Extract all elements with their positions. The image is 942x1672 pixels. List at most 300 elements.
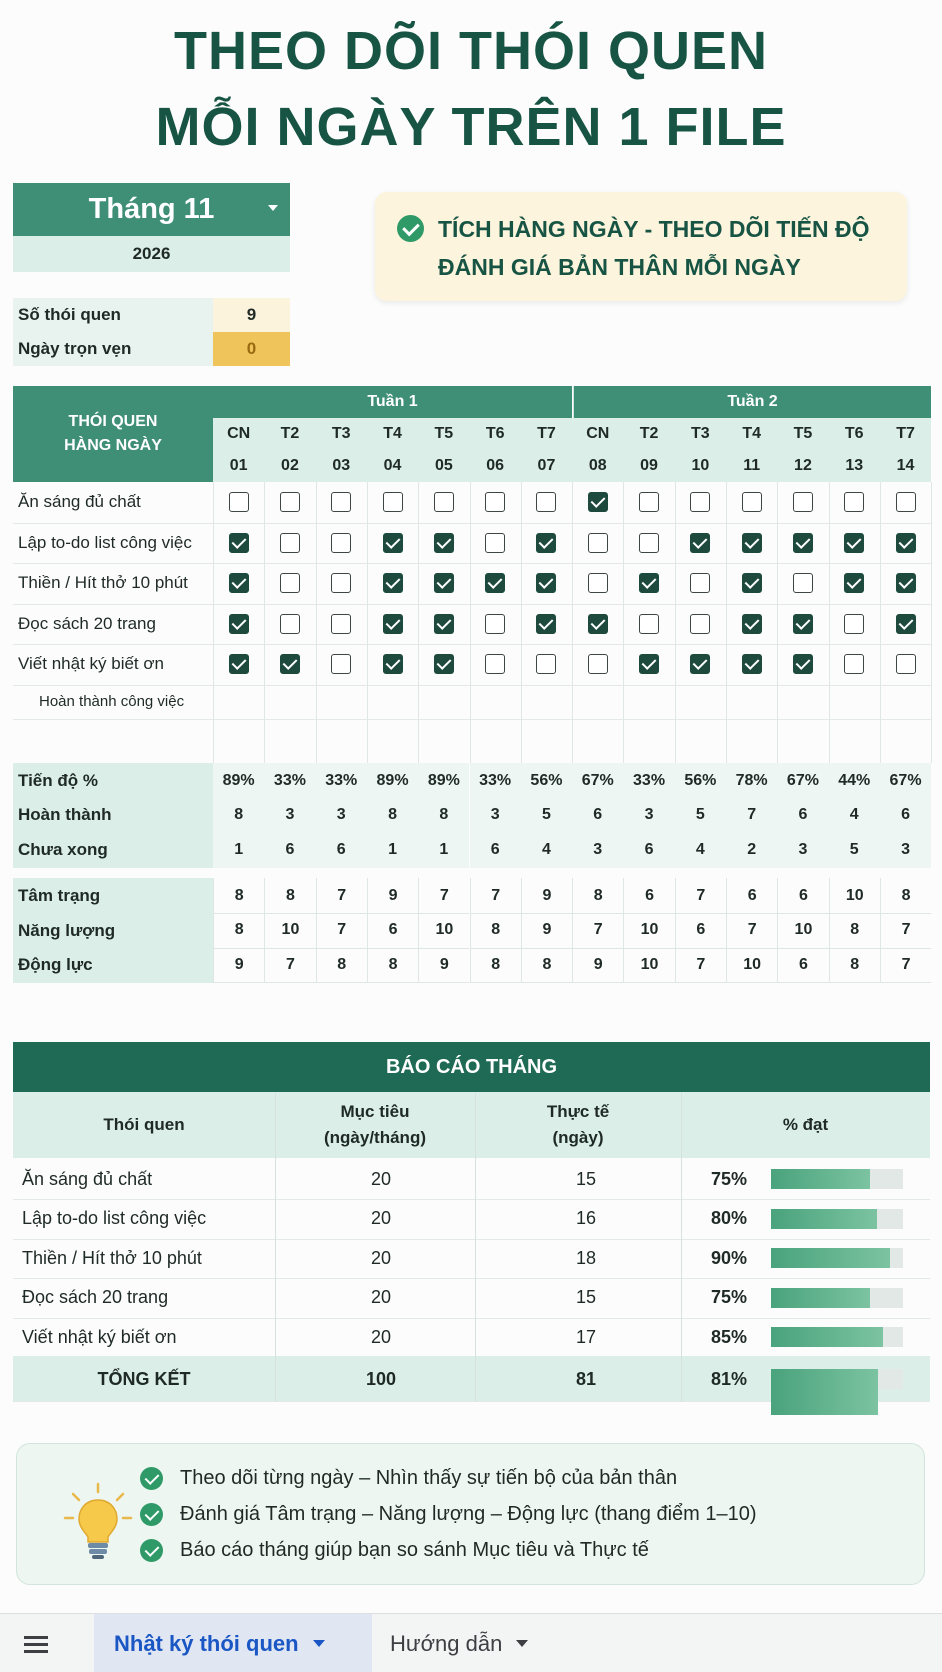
habit-checkbox[interactable] [588,573,608,593]
chevron-down-icon [516,1640,528,1647]
day-number: 08 [588,457,607,474]
report-percent: 85% [711,1326,748,1347]
check-circle-icon [140,1467,163,1490]
report-habit-name: TỔNG KẾT [97,1368,191,1389]
habit-checkbox[interactable] [793,654,813,674]
summary-value: 8 [213,797,264,833]
summary-value: 6 [264,832,315,868]
habit-checkbox[interactable] [690,492,710,512]
row-divider [13,719,931,720]
habit-checkbox[interactable] [331,614,351,634]
day-number: 04 [383,457,402,474]
habit-checkbox[interactable] [383,614,403,634]
habit-checkbox[interactable] [536,654,556,674]
habit-checkbox[interactable] [485,614,505,634]
habit-checkbox[interactable] [793,614,813,634]
tip-item [140,1467,677,1490]
report-habit-name: Đọc sách 20 trang [22,1287,169,1308]
summary-value: 8 [264,878,315,914]
summary-value: 3 [777,832,828,868]
summary-label: Chưa xong [13,832,213,868]
column-divider [475,1092,476,1402]
report-percent: 80% [711,1208,748,1229]
summary-row [13,878,931,914]
habit-checkbox[interactable] [690,533,710,553]
habit-checkbox[interactable] [434,573,454,593]
summary-value: 8 [470,947,521,983]
report-title: BÁO CÁO THÁNG [13,1042,930,1092]
report-percent: 90% [711,1247,748,1268]
summary-value: 6 [726,878,777,914]
habit-tracker-grid [13,386,933,986]
summary-value: 8 [572,878,623,914]
summary-value: 1 [418,832,469,868]
habit-checkbox[interactable] [793,533,813,553]
habit-checkbox[interactable] [588,492,608,512]
summary-value: 10 [623,913,674,949]
report-header-actual-line-2: (ngày) [552,1128,604,1147]
progress-bar [771,1169,903,1189]
habit-checkbox[interactable] [536,573,556,593]
check-circle-icon [397,215,424,242]
summary-value: 5 [829,832,880,868]
habit-name: Ăn sáng đủ chất [18,492,141,512]
habit-checkbox[interactable] [639,573,659,593]
day-number: 14 [896,457,915,474]
day-name: T6 [844,425,864,442]
report-header-actual-line-1: Thực tế [546,1102,610,1121]
month-label: Tháng 11 [88,193,215,225]
habit-checkbox[interactable] [742,654,762,674]
summary-value: 7 [572,913,623,949]
summary-value: 8 [367,947,418,983]
habit-checkbox[interactable] [434,614,454,634]
report-row [13,1316,930,1358]
habit-checkbox[interactable] [639,614,659,634]
summary-value: 3 [623,797,674,833]
summary-value: 6 [777,797,828,833]
summary-value: 8 [521,947,572,983]
banner-line-1: TÍCH HÀNG NGÀY - THEO DÕI TIẾN ĐỘ [438,216,870,242]
summary-value: 3 [316,797,367,833]
summary-value: 4 [675,832,726,868]
column-divider [931,482,932,763]
column-divider [726,482,727,763]
summary-value: 33% [264,763,315,799]
habit-checkbox[interactable] [690,614,710,634]
day-numbers-row [213,450,931,482]
summary-row [13,947,931,983]
habit-count-label: Số thói quen [13,298,213,332]
day-number: 03 [332,457,351,474]
habit-checkbox[interactable] [844,492,864,512]
day-name: T6 [485,425,505,442]
report-header-goal-line-1: Mục tiêu [340,1102,410,1121]
summary-value: 33% [470,763,521,799]
summary-row [13,913,931,949]
check-circle-icon [140,1503,163,1526]
summary-value: 6 [316,832,367,868]
report-row [13,1198,930,1240]
habit-checkbox[interactable] [383,654,403,674]
banner-line-2: ĐÁNH GIÁ BẢN THÂN MỖI NGÀY [438,254,801,280]
summary-row [13,763,931,799]
progress-fill [771,1248,890,1268]
day-name: T7 [896,425,915,442]
progress-fill [771,1209,877,1229]
day-number: 02 [281,457,299,474]
summary-value: 6 [777,878,828,914]
summary-value: 5 [521,797,572,833]
report-actual: 16 [575,1208,597,1229]
page-title-line-2: MỖI NGÀY TRÊN 1 FILE [155,97,787,157]
tip-item [140,1503,757,1526]
month-selector[interactable] [13,183,290,236]
report-header-percent: % đạt [782,1115,829,1134]
summary-value: 9 [213,947,264,983]
habit-count-value: 9 [213,298,290,332]
report-goal: 20 [370,1208,392,1229]
habit-checkbox[interactable] [536,492,556,512]
summary-value: 9 [572,947,623,983]
tip-text: Đánh giá Tâm trạng – Năng lượng – Động lực (thang điểm 1–10) [180,1503,757,1525]
summary-value: 9 [521,913,572,949]
column-divider [470,482,471,763]
perfect-days-value: 0 [213,332,290,366]
habit-name: Đọc sách 20 trang [18,613,156,633]
tab-habit-log-label: Nhật ký thói quen [114,1630,299,1656]
day-number: 01 [229,457,248,474]
tip-text: Theo dõi từng ngày – Nhìn thấy sự tiến bộ của bản thân [180,1467,678,1489]
report-actual: 17 [575,1326,597,1347]
habit-checkbox[interactable] [229,533,249,553]
tab-guide-label: Hướng dẫn [390,1630,503,1656]
column-divider [275,1092,276,1402]
summary-value: 7 [675,947,726,983]
habit-checkbox[interactable] [434,492,454,512]
sheet-tab-bar [0,1613,942,1672]
column-divider [264,482,265,763]
column-divider [521,482,522,763]
report-header-goal-line-2: (ngày/tháng) [324,1128,426,1147]
habit-name: Viết nhật ký biết ơn [18,654,164,674]
year-value[interactable]: 2026 [13,236,290,272]
column-divider [829,482,830,763]
summary-value: 4 [521,832,572,868]
summary-value: 56% [521,763,572,799]
day-name: T7 [537,425,556,442]
summary-value: 56% [675,763,726,799]
progress-bar [771,1248,903,1268]
report-total-row [13,1356,930,1402]
habit-checkbox[interactable] [588,654,608,674]
report-goal: 100 [365,1368,397,1389]
day-number: 05 [434,457,453,474]
summary-value: 7 [418,878,469,914]
habit-checkbox[interactable] [485,654,505,674]
column-divider [316,482,317,763]
report-actual: 15 [575,1287,597,1308]
habit-checkbox[interactable] [536,614,556,634]
habit-name: Thiền / Hít thở 10 phút [18,573,188,593]
day-name: T2 [639,425,659,442]
day-name: T3 [691,425,710,442]
habit-checkbox[interactable] [331,492,351,512]
habit-checkbox[interactable] [896,614,916,634]
summary-value: 8 [470,913,521,949]
report-goal: 20 [370,1326,392,1347]
day-number: 11 [743,457,761,474]
summary-value: 1 [213,832,264,868]
column-divider [623,482,624,763]
summary-value: 89% [213,763,264,799]
chevron-down-icon [268,205,278,211]
check-circle-icon [140,1539,163,1562]
extra-task-label: Hoàn thành công việc [39,693,185,710]
report-header-habit: Thói quen [103,1115,185,1134]
summary-value: 8 [367,797,418,833]
summary-value: 7 [316,878,367,914]
summary-value: 6 [623,878,674,914]
day-name: CN [586,425,610,442]
habit-name: Lập to-do list công việc [18,532,192,552]
summary-value: 7 [726,797,777,833]
monthly-report [13,1042,930,1402]
day-number: 12 [794,457,812,474]
summary-value: 5 [675,797,726,833]
summary-value: 3 [264,797,315,833]
summary-value: 8 [316,947,367,983]
report-percent: 75% [711,1168,748,1189]
habit-checkbox[interactable] [896,533,916,553]
habit-checkbox[interactable] [434,533,454,553]
summary-value: 7 [726,913,777,949]
report-habit-name: Viết nhật ký biết ơn [22,1326,177,1347]
habit-checkbox[interactable] [331,654,351,674]
habit-checkbox[interactable] [383,533,403,553]
habit-checkbox[interactable] [896,492,916,512]
summary-value: 6 [367,913,418,949]
summary-row [13,797,931,833]
report-header-actual [475,1092,681,1158]
summary-value: 6 [675,913,726,949]
habit-checkbox[interactable] [742,573,762,593]
summary-value: 8 [829,947,880,983]
habit-checkbox[interactable] [742,492,762,512]
summary-label: Động lực [13,947,213,983]
progress-bar [771,1209,903,1229]
habit-checkbox[interactable] [844,654,864,674]
summary-value: 78% [726,763,777,799]
habit-column-header [13,386,213,482]
tab-guide[interactable] [390,1614,528,1672]
report-actual: 15 [575,1168,597,1189]
report-goal: 20 [370,1168,392,1189]
day-number: 13 [845,457,864,474]
perfect-days-row [13,332,290,366]
summary-value: 67% [572,763,623,799]
summary-value: 3 [470,797,521,833]
report-percent: 75% [711,1287,748,1308]
tip-item [140,1539,649,1562]
habit-checkbox[interactable] [229,573,249,593]
day-name: T4 [742,425,761,442]
column-divider [675,482,676,763]
progress-bar [771,1369,903,1389]
habit-checkbox[interactable] [331,533,351,553]
day-number: 07 [537,457,556,474]
habit-checkbox[interactable] [742,533,762,553]
habit-checkbox[interactable] [896,573,916,593]
habit-count-row [13,298,290,332]
habit-checkbox[interactable] [896,654,916,674]
tab-habit-log[interactable] [94,1614,372,1672]
page-title-line-1: THEO DÕI THÓI QUEN [173,21,769,81]
column-divider [880,482,881,763]
progress-fill [771,1169,870,1189]
summary-value: 33% [316,763,367,799]
summary-value: 10 [418,913,469,949]
report-goal: 20 [370,1247,392,1268]
report-habit-name: Thiền / Hít thở 10 phút [22,1247,202,1268]
menu-icon[interactable] [24,1636,48,1652]
habit-checkbox[interactable] [280,614,300,634]
summary-value: 89% [418,763,469,799]
day-number: 10 [691,457,710,474]
column-divider [367,482,368,763]
day-name: T2 [280,425,300,442]
summary-value: 10 [726,947,777,983]
habit-header-line-2: HÀNG NGÀY [64,437,162,454]
habit-checkbox[interactable] [280,573,300,593]
summary-value: 3 [880,832,931,868]
habit-checkbox[interactable] [844,533,864,553]
tip-text: Báo cáo tháng giúp bạn so sánh Mục tiêu và Thực tế [180,1539,649,1561]
habit-checkbox[interactable] [844,614,864,634]
summary-value: 7 [316,913,367,949]
habit-checkbox[interactable] [383,573,403,593]
summary-label: Tiến độ % [13,763,213,799]
day-name: T3 [331,425,351,442]
habit-checkbox[interactable] [280,533,300,553]
progress-fill [771,1288,870,1308]
summary-label: Tâm trạng [13,878,213,914]
summary-value: 7 [880,913,931,949]
day-name: CN [227,425,251,442]
summary-value: 67% [777,763,828,799]
habit-checkbox[interactable] [639,492,659,512]
day-number: 06 [486,457,505,474]
summary-value: 44% [829,763,880,799]
summary-value: 33% [623,763,674,799]
summary-value: 89% [367,763,418,799]
report-row [13,1277,930,1319]
week-2-header: Tuần 2 [573,386,931,418]
day-names-row [213,418,931,450]
summary-value: 10 [623,947,674,983]
habit-checkbox[interactable] [690,573,710,593]
habit-checkbox[interactable] [485,492,505,512]
report-actual: 81 [575,1368,597,1389]
habit-checkbox[interactable] [536,533,556,553]
summary-value: 10 [264,913,315,949]
habit-checkbox[interactable] [434,654,454,674]
summary-value: 8 [880,878,931,914]
habit-checkbox[interactable] [229,492,249,512]
column-divider [681,1092,682,1402]
summary-value: 6 [880,797,931,833]
progress-fill [771,1327,883,1347]
lightbulb-icon [63,1482,133,1562]
day-name: T5 [434,425,454,442]
habit-checkbox[interactable] [383,492,403,512]
summary-value: 2 [726,832,777,868]
summary-row [13,832,931,868]
summary-value: 7 [675,878,726,914]
report-header-goal [275,1092,475,1158]
report-goal: 20 [370,1287,392,1308]
day-number: 09 [640,457,658,474]
summary-value: 6 [777,947,828,983]
chevron-down-icon [313,1640,325,1647]
habit-checkbox[interactable] [229,654,249,674]
feature-banner [375,192,907,301]
progress-bar [771,1288,903,1308]
summary-value: 9 [367,878,418,914]
habit-checkbox[interactable] [793,492,813,512]
tips-panel [16,1443,925,1585]
habit-checkbox[interactable] [588,533,608,553]
habit-checkbox[interactable] [588,614,608,634]
day-name: T5 [793,425,813,442]
summary-value: 1 [367,832,418,868]
summary-value: 3 [572,832,623,868]
progress-bar [771,1327,903,1347]
perfect-days-label: Ngày trọn vẹn [13,332,213,366]
habit-checkbox[interactable] [690,654,710,674]
habit-checkbox[interactable] [844,573,864,593]
summary-value: 8 [829,913,880,949]
summary-value: 7 [470,878,521,914]
habit-checkbox[interactable] [229,614,249,634]
habit-checkbox[interactable] [639,654,659,674]
summary-value: 7 [880,947,931,983]
habit-checkbox[interactable] [331,573,351,593]
habit-checkbox[interactable] [280,492,300,512]
habit-checkbox[interactable] [793,573,813,593]
report-row [13,1158,930,1200]
habit-checkbox[interactable] [280,654,300,674]
summary-value: 9 [521,878,572,914]
habit-checkbox[interactable] [639,533,659,553]
summary-value: 8 [213,878,264,914]
summary-value: 4 [829,797,880,833]
report-actual: 18 [575,1247,597,1268]
report-percent: 81% [711,1368,748,1389]
progress-fill [771,1369,878,1415]
summary-label: Hoàn thành [13,797,213,833]
habit-checkbox[interactable] [485,573,505,593]
column-divider [418,482,419,763]
habit-checkbox[interactable] [742,614,762,634]
summary-value: 9 [418,947,469,983]
column-divider [213,482,214,763]
day-name: T4 [383,425,402,442]
habit-checkbox[interactable] [485,533,505,553]
summary-value: 10 [829,878,880,914]
habit-header-line-1: THÓI QUEN [68,413,158,430]
report-header-row [13,1092,930,1158]
